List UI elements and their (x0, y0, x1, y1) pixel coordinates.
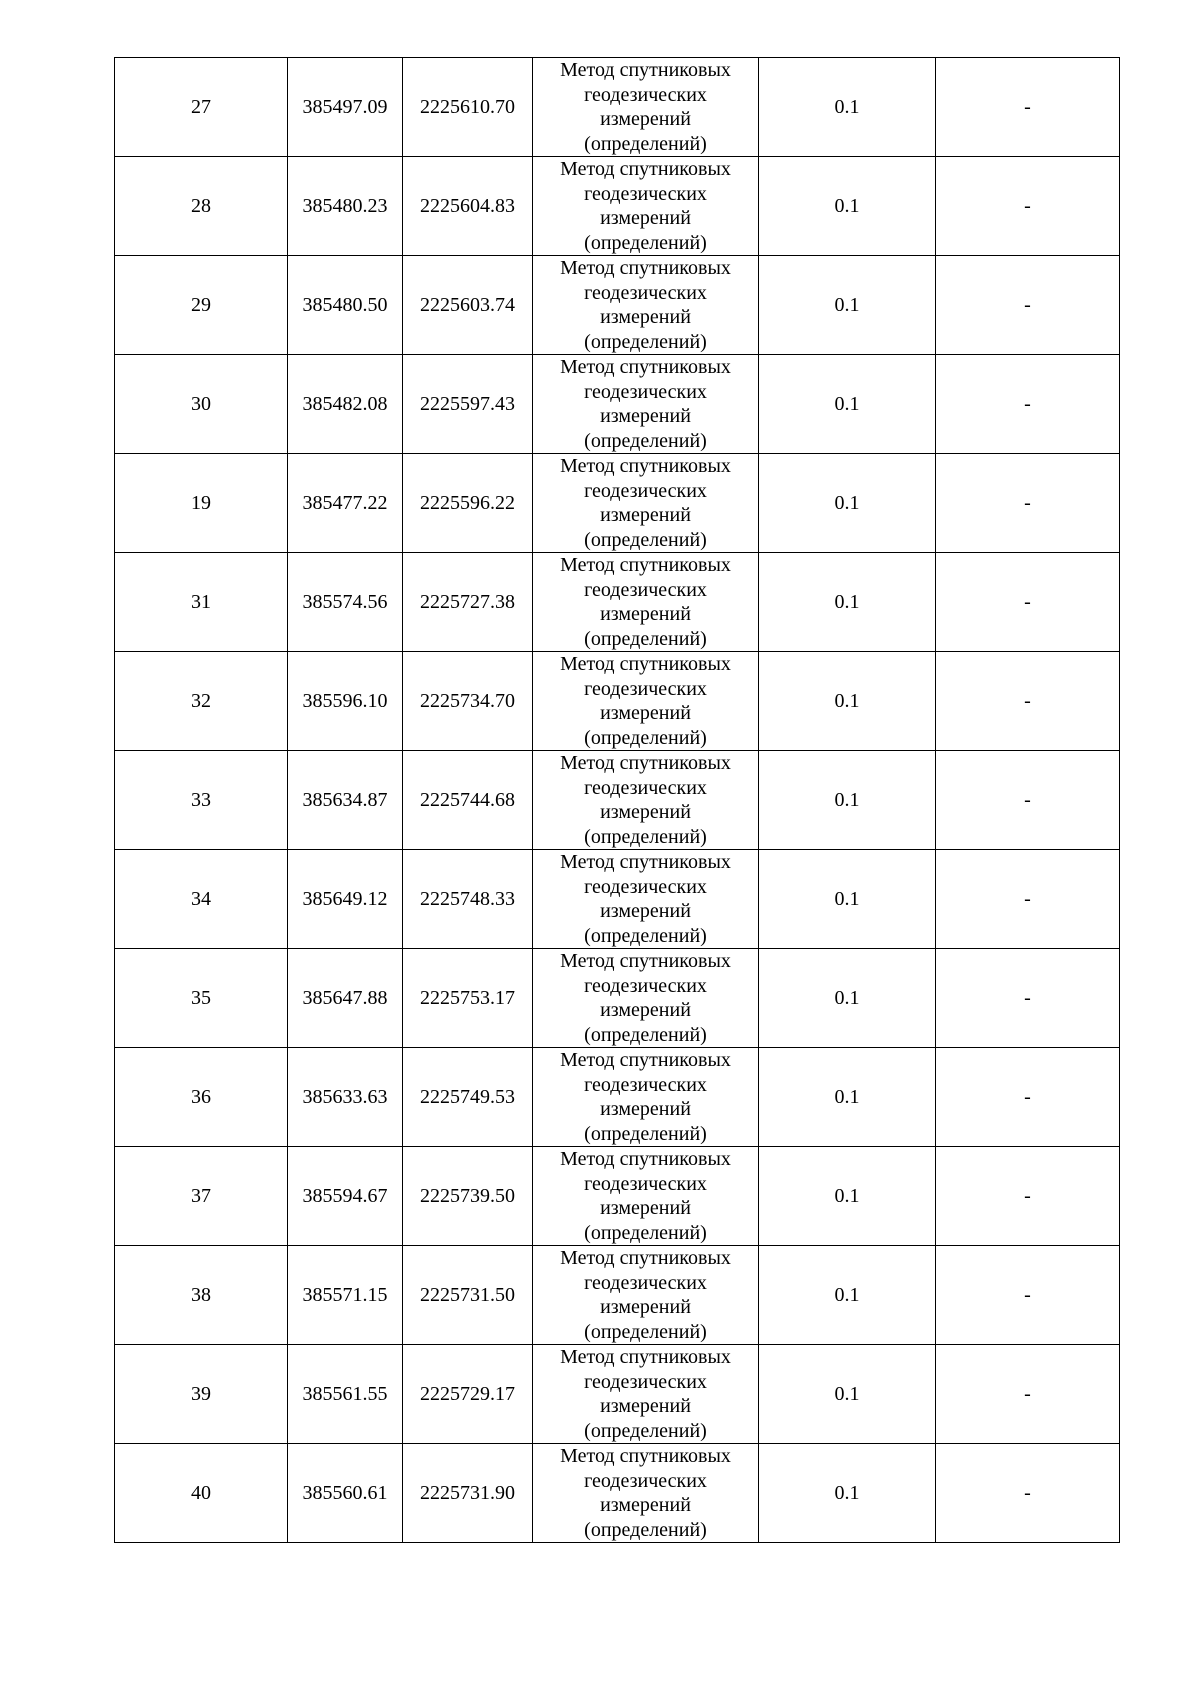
point-number-cell: 33 (115, 751, 288, 850)
y-coordinate-cell: 2225739.50 (403, 1147, 533, 1246)
table-row (115, 949, 1120, 1048)
x-coordinate-cell: 385561.55 (288, 1345, 403, 1444)
table-row (115, 454, 1120, 553)
y-coordinate-cell: 2225748.33 (403, 850, 533, 949)
point-number-cell: 28 (115, 157, 288, 256)
method-cell (533, 1345, 759, 1444)
point-number-cell: 19 (115, 454, 288, 553)
method-cell (533, 1048, 759, 1147)
description-cell: - (936, 58, 1120, 157)
accuracy-cell: 0.1 (759, 355, 936, 454)
point-number-cell: 37 (115, 1147, 288, 1246)
table-row (115, 157, 1120, 256)
x-coordinate-cell: 385633.63 (288, 1048, 403, 1147)
table-row (115, 1444, 1120, 1543)
x-coordinate-cell: 385480.50 (288, 256, 403, 355)
table-row (115, 355, 1120, 454)
y-coordinate-cell: 2225731.90 (403, 1444, 533, 1543)
method-text: Метод спутниковых геодезических измерений (определений) (560, 257, 731, 353)
method-text: Метод спутниковых геодезических измерений (определений) (560, 455, 731, 551)
x-coordinate-cell: 385574.56 (288, 553, 403, 652)
table-row (115, 58, 1120, 157)
y-coordinate-cell: 2225596.22 (403, 454, 533, 553)
x-coordinate-cell: 385477.22 (288, 454, 403, 553)
x-coordinate-cell: 385480.23 (288, 157, 403, 256)
x-coordinate-cell: 385649.12 (288, 850, 403, 949)
method-cell (533, 652, 759, 751)
description-cell: - (936, 1246, 1120, 1345)
description-cell: - (936, 1147, 1120, 1246)
y-coordinate-cell: 2225744.68 (403, 751, 533, 850)
method-text: Метод спутниковых геодезических измерений (определений) (560, 554, 731, 650)
accuracy-cell: 0.1 (759, 949, 936, 1048)
point-number-cell: 31 (115, 553, 288, 652)
x-coordinate-cell: 385596.10 (288, 652, 403, 751)
x-coordinate-cell: 385594.67 (288, 1147, 403, 1246)
method-cell (533, 1147, 759, 1246)
boundary-points-table (114, 57, 1120, 1543)
y-coordinate-cell: 2225597.43 (403, 355, 533, 454)
y-coordinate-cell: 2225753.17 (403, 949, 533, 1048)
point-number-cell: 39 (115, 1345, 288, 1444)
method-text: Метод спутниковых геодезических измерений (определений) (560, 752, 731, 848)
accuracy-cell: 0.1 (759, 157, 936, 256)
point-number-cell: 34 (115, 850, 288, 949)
method-cell (533, 751, 759, 850)
method-text: Метод спутниковых геодезических измерений (определений) (560, 1445, 731, 1541)
y-coordinate-cell: 2225731.50 (403, 1246, 533, 1345)
method-cell (533, 850, 759, 949)
method-text: Метод спутниковых геодезических измерений (определений) (560, 1346, 731, 1442)
table-row (115, 1147, 1120, 1246)
method-cell (533, 355, 759, 454)
method-text: Метод спутниковых геодезических измерений (определений) (560, 1148, 731, 1244)
accuracy-cell: 0.1 (759, 1246, 936, 1345)
point-number-cell: 40 (115, 1444, 288, 1543)
accuracy-cell: 0.1 (759, 256, 936, 355)
point-number-cell: 32 (115, 652, 288, 751)
y-coordinate-cell: 2225610.70 (403, 58, 533, 157)
method-cell (533, 1444, 759, 1543)
description-cell: - (936, 454, 1120, 553)
method-text: Метод спутниковых геодезических измерений (определений) (560, 1049, 731, 1145)
method-text: Метод спутниковых геодезических измерений (определений) (560, 851, 731, 947)
method-text: Метод спутниковых геодезических измерений (определений) (560, 158, 731, 254)
accuracy-cell: 0.1 (759, 1345, 936, 1444)
method-text: Метод спутниковых геодезических измерений (определений) (560, 653, 731, 749)
accuracy-cell: 0.1 (759, 850, 936, 949)
accuracy-cell: 0.1 (759, 1444, 936, 1543)
table-body (115, 58, 1120, 1543)
table-row (115, 553, 1120, 652)
table-row (115, 1048, 1120, 1147)
description-cell: - (936, 1048, 1120, 1147)
point-number-cell: 35 (115, 949, 288, 1048)
table-row (115, 1246, 1120, 1345)
method-cell (533, 58, 759, 157)
x-coordinate-cell: 385482.08 (288, 355, 403, 454)
table-row (115, 256, 1120, 355)
description-cell: - (936, 355, 1120, 454)
description-cell: - (936, 751, 1120, 850)
table-row (115, 751, 1120, 850)
x-coordinate-cell: 385560.61 (288, 1444, 403, 1543)
y-coordinate-cell: 2225729.17 (403, 1345, 533, 1444)
accuracy-cell: 0.1 (759, 751, 936, 850)
method-text: Метод спутниковых геодезических измерений (определений) (560, 59, 731, 155)
point-number-cell: 36 (115, 1048, 288, 1147)
point-number-cell: 30 (115, 355, 288, 454)
y-coordinate-cell: 2225603.74 (403, 256, 533, 355)
method-cell (533, 454, 759, 553)
description-cell: - (936, 850, 1120, 949)
y-coordinate-cell: 2225604.83 (403, 157, 533, 256)
method-text: Метод спутниковых геодезических измерений (определений) (560, 1247, 731, 1343)
description-cell: - (936, 157, 1120, 256)
y-coordinate-cell: 2225749.53 (403, 1048, 533, 1147)
accuracy-cell: 0.1 (759, 1147, 936, 1246)
table-row (115, 652, 1120, 751)
method-cell (533, 1246, 759, 1345)
method-cell (533, 256, 759, 355)
y-coordinate-cell: 2225734.70 (403, 652, 533, 751)
x-coordinate-cell: 385647.88 (288, 949, 403, 1048)
x-coordinate-cell: 385497.09 (288, 58, 403, 157)
method-text: Метод спутниковых геодезических измерений (определений) (560, 356, 731, 452)
method-cell (533, 157, 759, 256)
description-cell: - (936, 1444, 1120, 1543)
accuracy-cell: 0.1 (759, 454, 936, 553)
description-cell: - (936, 553, 1120, 652)
table-row (115, 850, 1120, 949)
y-coordinate-cell: 2225727.38 (403, 553, 533, 652)
accuracy-cell: 0.1 (759, 652, 936, 751)
method-cell (533, 949, 759, 1048)
accuracy-cell: 0.1 (759, 58, 936, 157)
description-cell: - (936, 949, 1120, 1048)
point-number-cell: 29 (115, 256, 288, 355)
point-number-cell: 38 (115, 1246, 288, 1345)
method-text: Метод спутниковых геодезических измерений (определений) (560, 950, 731, 1046)
description-cell: - (936, 1345, 1120, 1444)
x-coordinate-cell: 385634.87 (288, 751, 403, 850)
x-coordinate-cell: 385571.15 (288, 1246, 403, 1345)
description-cell: - (936, 256, 1120, 355)
table-row (115, 1345, 1120, 1444)
description-cell: - (936, 652, 1120, 751)
method-cell (533, 553, 759, 652)
point-number-cell: 27 (115, 58, 288, 157)
accuracy-cell: 0.1 (759, 553, 936, 652)
accuracy-cell: 0.1 (759, 1048, 936, 1147)
